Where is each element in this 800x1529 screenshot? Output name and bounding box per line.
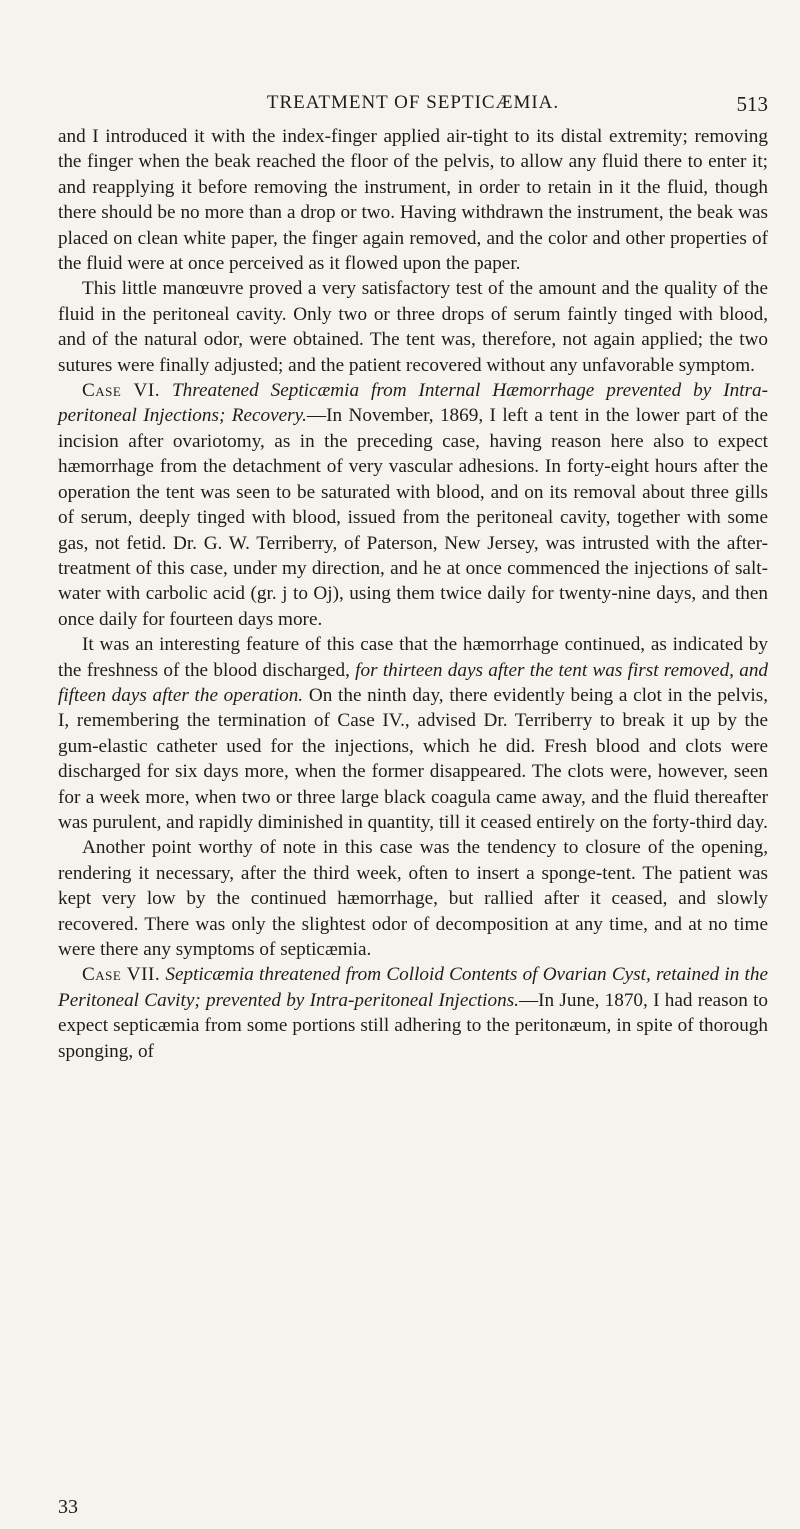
signature-mark: 33	[58, 1496, 78, 1518]
case-6-text: —In November, 1869, I left a tent in the lower part of the incision after ovariotomy, as in the preceding case, having reason here also to expect hæmorrhage from the detachment of very vascular adhesions. In forty-eight hours after the operation the tent was seen to be saturated with blood, and on its removal about three gills of serum, deeply tinged with blood, issued from the peritoneal cavity, together with some gas, not fetid. Dr. G. W. Terriberry, of Paterson, New Jersey, was intrusted with the after-treatment of this case, under my direction, and he at once commenced the injections of salt-water with carbolic acid (gr. j to Oj), using them twice daily for twenty-nine days, and then once daily for fourteen days more.	[58, 405, 768, 630]
paragraph-haemorrhage-continued	[58, 632, 768, 835]
case-6-label: Case VI.	[82, 380, 161, 402]
haemorrhage-text-start: It was an interesting feature of this case that the hæmorrhage continued, as indicated by the freshness of the blood discharged,	[58, 634, 768, 681]
paragraph-case-7	[58, 962, 768, 1064]
running-title: TREATMENT OF SEPTICÆMIA.	[266, 92, 560, 113]
case-7-title: Septicæmia threatened from Colloid Contents of Ovarian Cyst, retained in the Peritoneal Cavity; prevented by Intra-peritoneal Injections.	[58, 964, 768, 1011]
case-7-label: Case VII.	[82, 964, 161, 986]
case-7-text: —In June, 1870, I had reason to expect septicæmia from some portions still adhering to the peritonæum, in spite of thorough sponging, of	[58, 989, 769, 1062]
haemorrhage-italic-phrase: for thirteen days after the tent was first removed, and fifteen days after the operation.	[58, 659, 769, 706]
page-number: 513	[736, 92, 768, 116]
paragraph-case-6	[58, 378, 768, 632]
body-text	[58, 124, 768, 1064]
running-head	[58, 92, 768, 120]
paragraph-closure-tendency: Another point worthy of note in this case was the tendency to closure of the opening, rendering it necessary, after the third week, often to insert a sponge-tent. The patient was kept very low by the continued hæmorrhage, but rallied after it ceased, and slowly recovered. There was only the slightest odor of decomposition at any time, and at no time were there any symptoms of septicæmia.	[58, 837, 768, 960]
paragraph-manoeuvre-test: This little manœuvre proved a very satisfactory test of the amount and the quality of the fluid in the peritoneal cavity. Only two or three drops of serum faintly tinged with blood, and of the natural odor, were obtained. The tent was, therefore, not again applied; the two sutures were finally adjusted; and the patient recovered without any unfavorable symptom.	[58, 278, 768, 376]
paragraph-continuation: and I introduced it with the index-finger applied air-tight to its distal extremity; removing the finger when the beak reached the floor of the pelvis, to allow any fluid there to enter it; and reapplying it before removing the instrument, in order to retain in it the fluid, though there should be no more than a drop or two. Having withdrawn the instrument, the beak was placed on clean white paper, the finger again removed, and the color and other properties of the fluid were at once perceived as it flowed upon the paper.	[58, 126, 768, 275]
haemorrhage-text-end: On the ninth day, there evidently being a clot in the pelvis, I, remembering the termination of Case IV., advised Dr. Terriberry to break it up by the gum-elastic catheter used for the injections, which he did. Fresh blood and clots were discharged for six days more, when the former disappeared. The clots were, however, seen for a week more, when two or three large black coagula came away, and the fluid thereafter was purulent, and rapidly diminished in quantity, till it ceased entirely on the forty-third day.	[58, 684, 769, 833]
case-6-title: Threatened Septicæmia from Internal Hæmorrhage prevented by Intra-peritoneal Injections; Recovery.	[58, 380, 768, 427]
